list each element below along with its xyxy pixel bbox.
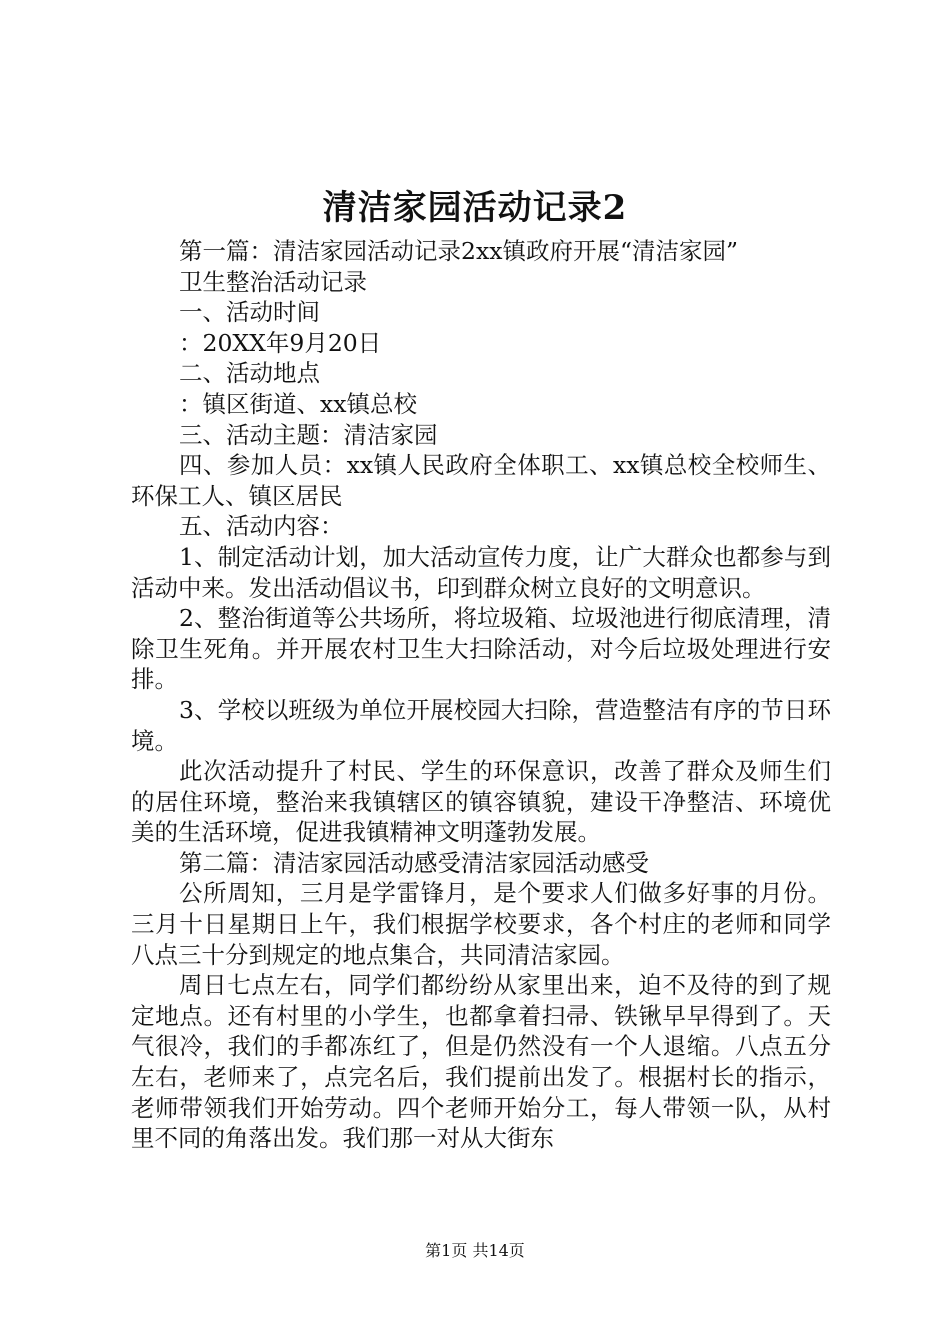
paragraph-7: 三、活动主题：清洁家园 [179,420,438,449]
page-footer [0,1240,950,1262]
paragraph-6: ：镇区街道、xx镇总校 [179,389,418,418]
paragraph-14: 第二篇：清洁家园活动感受清洁家园活动感受 [179,848,649,877]
document-body [131,236,831,1154]
paragraph-8: 四、参加人员：xx镇人民政府全体职工、xx镇总校全校师生、环保工人、镇区居民 [131,451,831,510]
paragraph-16: 周日七点左右，同学们都纷纷从家里出来，迫不及待的到了规定地点。还有村里的小学生，也都拿着扫帚、铁锹早早得到了。天气很冷，我们的手都冻红了，但是仍然没有一个人退缩。八点五分左右，老师来了，点完名后，我们提前出发了。根据村长的指示，老师带领我们开始劳动。四个老师开始分工，每人带领一队，从村里不同的角落出发。我们那一对从大街东 [131,971,831,1153]
paragraph-1: 第一篇：清洁家园活动记录2xx镇政府开展“清洁家园” [179,237,738,265]
paragraph-15: 公所周知，三月是学雷锋月，是个要求人们做多好事的月份。三月十日星期日上午，我们根据学校要求，各个村庄的老师和同学八点三十分到规定的地点集合，共同清洁家园。 [131,879,831,969]
paragraph-12: 3、学校以班级为单位开展校园大扫除，营造整洁有序的节日环境。 [131,695,831,755]
paragraph-9: 五、活动内容： [179,512,344,541]
paragraph-13: 此次活动提升了村民、学生的环保意识，改善了群众及师生们的居住环境，整治来我镇辖区的镇容镇貌，建设干净整洁、环境优美的生活环境，促进我镇精神文明蓬勃发展。 [131,757,831,847]
paragraph-5: 二、活动地点 [179,359,320,388]
paragraph-4: ：20XX年9月20日 [179,328,382,357]
paragraph-2: 卫生整治活动记录 [179,267,367,296]
paragraph-10: 1、制定活动计划，加大活动宣传力度，让广大群众也都参与到活动中来。发出活动倡议书，印到群众树立良好的文明意识。 [131,542,831,602]
paragraph-11: 2、整治街道等公共场所，将垃圾箱、垃圾池进行彻底清理，清除卫生死角。并开展农村卫生大扫除活动，对今后垃圾处理进行安排。 [131,604,831,694]
document-title: 清洁家园活动记录2 [322,188,628,228]
page-indicator: 第1页 共14页 [425,1241,525,1260]
paragraph-3: 一、活动时间 [179,298,320,327]
